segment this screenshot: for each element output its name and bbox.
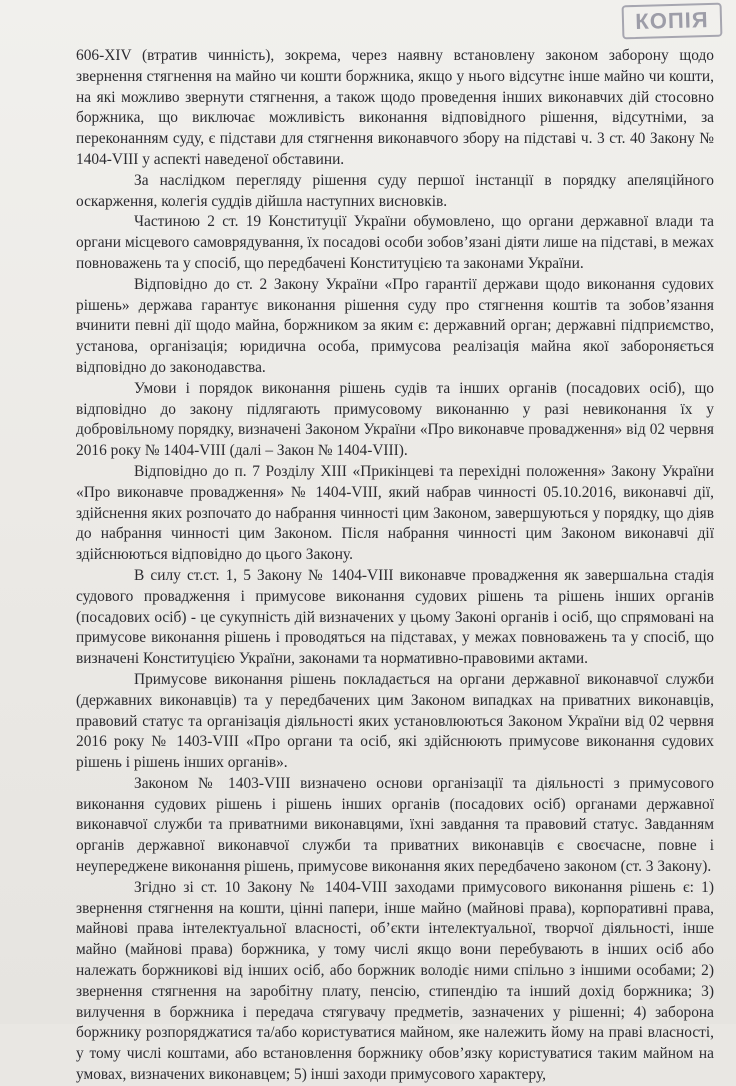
paragraph-7: В силу ст.ст. 1, 5 Закону № 1404-VIII виконавче провадження як завершальна стадія судового провадження і примусове виконання судових рішень та рішень інших органів (посадових осіб) - це сукупність дій визначених у цьому Законі органів і осіб, що спрямовані на примусове виконання рішень і проводяться на підставах, у межах повноважень та у спосіб, що визначені Конституцією України, законами та нормативно-правовими актами.: [76, 566, 714, 668]
document-body: [76, 46, 714, 1086]
paragraph-9: Законом № 1403-VIII визначено основи організації та діяльності з примусового виконання судових рішень і рішень інших органів (посадових осіб) органами державної виконавчої служби та приватними виконавцями, їхні завдання та правовий статус. Завданням органів державної виконавчої служби та приватних виконавців є своєчасне, повне і неупереджене виконання рішень, примусове виконання яких передбачено законом (ст. 3 Закону).: [76, 774, 714, 876]
paragraph-6: Відповідно до п. 7 Розділу XIII «Прикінцеві та перехідні положення» Закону України «Про виконавче провадження» № 1404-VIII, який набрав чинності 05.10.2016, виконавчі дії, здійснення яких розпочато до набрання чинності цим Законом, завершуються у порядку, що діяв до набрання чинності цим Законом. Після набрання чинності цим Законом виконавчі дії здійснюються відповідно до цього Закону.: [76, 462, 714, 564]
copy-stamp: КОПІЯ: [622, 3, 723, 40]
paragraph-2: За наслідком перегляду рішення суду першої інстанції в порядку апеляційного оскарження, колегія суддів дійшла наступних висновків.: [76, 171, 714, 210]
paragraph-1: 606-XIV (втратив чинність), зокрема, через наявну встановлену законом заборону щодо звернення стягнення на майно чи кошти боржника, якщо у нього відсутнє інше майно чи кошти, на які можливо звернути стягнення, а також щодо проведення інших виконавчих дій стосовно боржника, що виключає можливість виконання відповідного рішення, відсутніми, за переконанням суду, є підстави для стягнення виконавчого збору на підставі ч. 3 ст. 40 Закону № 1404-VIII у аспекті наведеної обставини.: [76, 47, 714, 168]
paragraph-3: Частиною 2 ст. 19 Конституції України обумовлено, що органи державної влади та органи місцевого самоврядування, їх посадові особи зобов’язані діяти лише на підставі, в межах повноважень та у спосіб, що передбачені Конституцією та законами України.: [76, 213, 714, 272]
paragraph-5: Умови і порядок виконання рішень судів та інших органів (посадових осіб), що відповідно до закону підлягають примусовому виконанню у разі невиконання їх у добровільному порядку, визначені Законом України «Про виконавче провадження» від 02 червня 2016 року № 1404-VIII (далі – Закон № 1404-VIII).: [76, 379, 714, 460]
paragraph-8: Примусове виконання рішень покладається на органи державної виконавчої служби (державних виконавців) та у передбачених цим Законом випадках на приватних виконавців, правовий статус та організація діяльності яких установлюються Законом України від 02 червня 2016 року № 1403-VIII «Про органи та осіб, які здійснюють примусове виконання судових рішень і рішень інших органів».: [76, 670, 714, 772]
paragraph-10: Згідно зі ст. 10 Закону № 1404-VIII заходами примусового виконання рішень є: 1) звернення стягнення на кошти, цінні папери, інше майно (майнові права), корпоративні права, майнові права інтелектуальної власності, об’єкти інтелектуальної, творчої діяльності, інше майно (майнові права) боржника, у тому числі якщо вони перебувають в інших осіб або належать боржникові від інших осіб, або боржник володіє ними спільно з іншими особами; 2) звернення стягнення на заробітну плату, пенсію, стипендію та інший дохід боржника; 3) вилучення в боржника і передача стягувачу предметів, зазначених у рішенні; 4) заборона боржнику розпоряджатися та/або користуватися майном, яке належить йому на праві власності, у тому числі коштами, або встановлення боржнику обов’язку користуватися таким майном на умовах, визначених виконавцем; 5) інші заходи примусового характеру,: [76, 878, 714, 1084]
paragraph-4: Відповідно до ст. 2 Закону України «Про гарантії держави щодо виконання судових рішень» держава гарантує виконання рішення суду про стягнення коштів та зобов’язання вчинити певні дії щодо майна, боржником за яким є: державний орган; державні підприємство, установа, організація; юридична особа, примусова реалізація майна якої забороняється відповідно до законодавства.: [76, 275, 714, 376]
